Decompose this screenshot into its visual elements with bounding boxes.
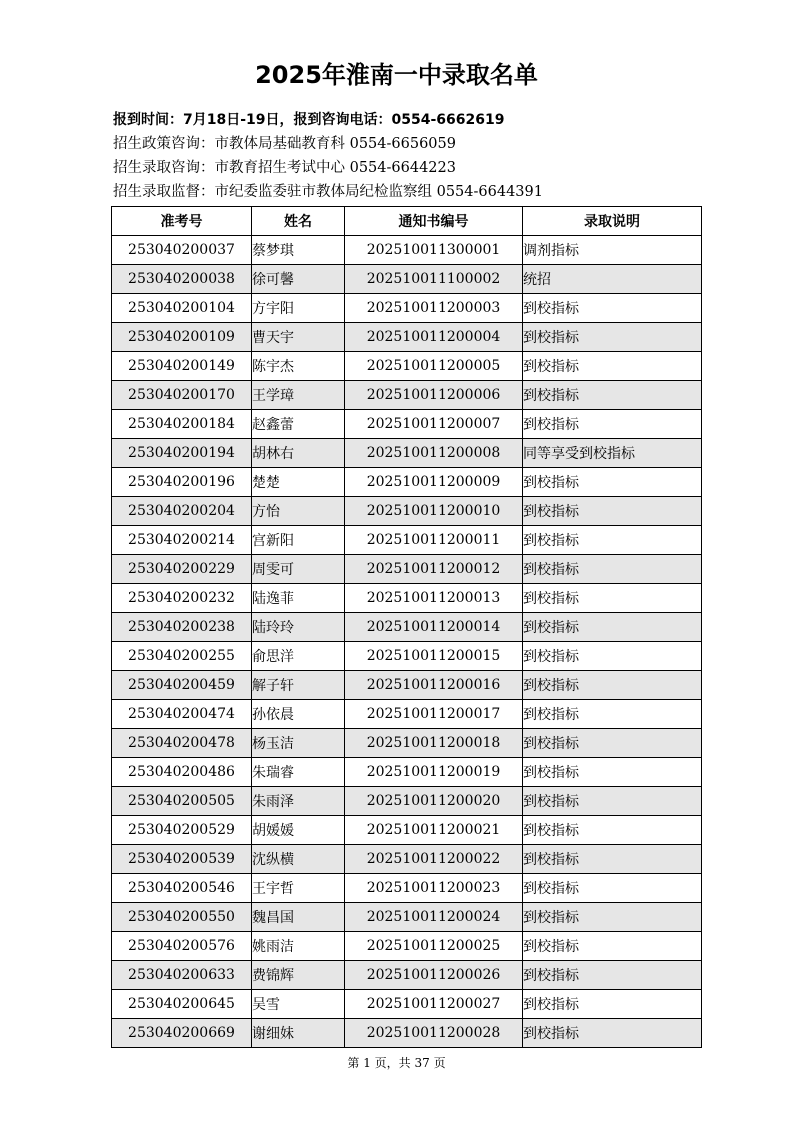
notice-number-cell: 202510011200008: [345, 439, 523, 468]
admission-note-cell: 到校指标: [523, 845, 702, 874]
table-row: [112, 236, 702, 265]
exam-number-cell: 253040200550: [112, 903, 252, 932]
student-name-cell: 吴雪: [252, 990, 345, 1019]
student-name-cell: 王学璋: [252, 381, 345, 410]
admission-note-cell: 到校指标: [523, 990, 702, 1019]
notice-number-cell: 202510011200011: [345, 526, 523, 555]
student-name-cell: 曹天宇: [252, 323, 345, 352]
table-row: [112, 526, 702, 555]
table-row: [112, 294, 702, 323]
notice-number-cell: 202510011200028: [345, 1019, 523, 1048]
admission-note-cell: 到校指标: [523, 526, 702, 555]
admission-note-cell: 到校指标: [523, 903, 702, 932]
notice-number-cell: 202510011200003: [345, 294, 523, 323]
exam-number-cell: 253040200478: [112, 729, 252, 758]
table-header-row: [112, 207, 702, 236]
admission-note-cell: 到校指标: [523, 294, 702, 323]
admission-note-cell: 到校指标: [523, 729, 702, 758]
notice-number-cell: 202510011200027: [345, 990, 523, 1019]
notice-number-cell: 202510011300001: [345, 236, 523, 265]
admission-note-cell: 到校指标: [523, 584, 702, 613]
notice-number-cell: 202510011200023: [345, 874, 523, 903]
table-row: [112, 497, 702, 526]
student-name-cell: 姚雨洁: [252, 932, 345, 961]
table-row: [112, 990, 702, 1019]
header-name: 姓名: [252, 207, 345, 236]
exam-number-cell: 253040200539: [112, 845, 252, 874]
table-row: [112, 874, 702, 903]
student-name-cell: 王宇哲: [252, 874, 345, 903]
student-name-cell: 朱雨泽: [252, 787, 345, 816]
admission-note-cell: 到校指标: [523, 932, 702, 961]
table-row: [112, 961, 702, 990]
page-footer: 第 1 页，共 37 页: [347, 1056, 446, 1070]
supervision-contact-line: 招生录取监督：市纪委监委驻市教体局纪检监察组 0554-6644391: [113, 184, 543, 200]
student-name-cell: 陆逸菲: [252, 584, 345, 613]
exam-number-cell: 253040200149: [112, 352, 252, 381]
student-name-cell: 徐可馨: [252, 265, 345, 294]
table-row: [112, 845, 702, 874]
table-row: [112, 903, 702, 932]
table-row: [112, 323, 702, 352]
notice-number-cell: 202510011200021: [345, 816, 523, 845]
exam-number-cell: 253040200194: [112, 439, 252, 468]
admission-note-cell: 调剂指标: [523, 236, 702, 265]
admission-note-cell: 到校指标: [523, 381, 702, 410]
admission-note-cell: 到校指标: [523, 352, 702, 381]
table-row: [112, 439, 702, 468]
notice-number-cell: 202510011200025: [345, 932, 523, 961]
table-row: [112, 642, 702, 671]
exam-number-cell: 253040200184: [112, 410, 252, 439]
admission-note-cell: 到校指标: [523, 1019, 702, 1048]
table-row: [112, 932, 702, 961]
table-row: [112, 671, 702, 700]
exam-number-cell: 253040200232: [112, 584, 252, 613]
header-admission-note: 录取说明: [523, 207, 702, 236]
notice-number-cell: 202510011200013: [345, 584, 523, 613]
exam-number-cell: 253040200474: [112, 700, 252, 729]
student-name-cell: 方宇阳: [252, 294, 345, 323]
exam-number-cell: 253040200505: [112, 787, 252, 816]
exam-number-cell: 253040200529: [112, 816, 252, 845]
notice-number-cell: 202510011200026: [345, 961, 523, 990]
student-name-cell: 费锦辉: [252, 961, 345, 990]
notice-number-cell: 202510011100002: [345, 265, 523, 294]
notice-number-cell: 202510011200006: [345, 381, 523, 410]
table-row: [112, 729, 702, 758]
report-info-line: 报到时间：7月18日-19日，报到咨询电话：0554-6662619: [113, 112, 505, 128]
notice-number-cell: 202510011200005: [345, 352, 523, 381]
exam-number-cell: 253040200214: [112, 526, 252, 555]
table-row: [112, 410, 702, 439]
exam-number-cell: 253040200037: [112, 236, 252, 265]
table-row: [112, 555, 702, 584]
student-name-cell: 孙依晨: [252, 700, 345, 729]
header-notice-number: 通知书编号: [345, 207, 523, 236]
exam-number-cell: 253040200196: [112, 468, 252, 497]
student-name-cell: 周雯可: [252, 555, 345, 584]
table-row: [112, 613, 702, 642]
student-name-cell: 俞思洋: [252, 642, 345, 671]
table-row: [112, 352, 702, 381]
notice-number-cell: 202510011200022: [345, 845, 523, 874]
notice-number-cell: 202510011200014: [345, 613, 523, 642]
admission-note-cell: 到校指标: [523, 642, 702, 671]
admission-table: [111, 206, 702, 1048]
notice-number-cell: 202510011200010: [345, 497, 523, 526]
table-row: [112, 584, 702, 613]
student-name-cell: 方怡: [252, 497, 345, 526]
student-name-cell: 朱瑞睿: [252, 758, 345, 787]
admission-note-cell: 到校指标: [523, 613, 702, 642]
table-row: [112, 787, 702, 816]
admission-note-cell: 同等享受到校指标: [523, 439, 702, 468]
student-name-cell: 陈宇杰: [252, 352, 345, 381]
table-row: [112, 468, 702, 497]
notice-number-cell: 202510011200015: [345, 642, 523, 671]
table-row: [112, 1019, 702, 1048]
exam-number-cell: 253040200109: [112, 323, 252, 352]
admission-note-cell: 到校指标: [523, 816, 702, 845]
exam-number-cell: 253040200669: [112, 1019, 252, 1048]
admission-note-cell: 到校指标: [523, 758, 702, 787]
notice-number-cell: 202510011200019: [345, 758, 523, 787]
admission-note-cell: 到校指标: [523, 497, 702, 526]
exam-number-cell: 253040200255: [112, 642, 252, 671]
notice-number-cell: 202510011200007: [345, 410, 523, 439]
exam-number-cell: 253040200645: [112, 990, 252, 1019]
admission-note-cell: 到校指标: [523, 323, 702, 352]
notice-number-cell: 202510011200020: [345, 787, 523, 816]
admission-note-cell: 到校指标: [523, 410, 702, 439]
exam-number-cell: 253040200546: [112, 874, 252, 903]
student-name-cell: 赵鑫蕾: [252, 410, 345, 439]
policy-contact-line: 招生政策咨询：市教体局基础教育科 0554-6656059: [113, 136, 456, 152]
student-name-cell: 陆玲玲: [252, 613, 345, 642]
exam-number-cell: 253040200633: [112, 961, 252, 990]
student-name-cell: 胡林右: [252, 439, 345, 468]
student-name-cell: 解子轩: [252, 671, 345, 700]
admission-note-cell: 到校指标: [523, 555, 702, 584]
header-exam-number: 准考号: [112, 207, 252, 236]
page-title: 2025年淮南一中录取名单: [255, 61, 538, 89]
student-name-cell: 沈纵横: [252, 845, 345, 874]
student-name-cell: 魏昌国: [252, 903, 345, 932]
admission-note-cell: 到校指标: [523, 787, 702, 816]
notice-number-cell: 202510011200012: [345, 555, 523, 584]
exam-number-cell: 253040200486: [112, 758, 252, 787]
notice-number-cell: 202510011200018: [345, 729, 523, 758]
admission-note-cell: 到校指标: [523, 468, 702, 497]
notice-number-cell: 202510011200017: [345, 700, 523, 729]
exam-number-cell: 253040200576: [112, 932, 252, 961]
admission-contact-line: 招生录取咨询：市教育招生考试中心 0554-6644223: [113, 160, 456, 176]
notice-number-cell: 202510011200024: [345, 903, 523, 932]
exam-number-cell: 253040200104: [112, 294, 252, 323]
table-body: [112, 236, 702, 1048]
exam-number-cell: 253040200238: [112, 613, 252, 642]
notice-number-cell: 202510011200016: [345, 671, 523, 700]
admission-note-cell: 到校指标: [523, 874, 702, 903]
exam-number-cell: 253040200229: [112, 555, 252, 584]
student-name-cell: 楚楚: [252, 468, 345, 497]
table-row: [112, 265, 702, 294]
student-name-cell: 杨玉洁: [252, 729, 345, 758]
exam-number-cell: 253040200204: [112, 497, 252, 526]
notice-number-cell: 202510011200004: [345, 323, 523, 352]
student-name-cell: 谢细妹: [252, 1019, 345, 1048]
student-name-cell: 胡媛媛: [252, 816, 345, 845]
admission-note-cell: 到校指标: [523, 700, 702, 729]
admission-note-cell: 到校指标: [523, 961, 702, 990]
exam-number-cell: 253040200459: [112, 671, 252, 700]
admission-note-cell: 到校指标: [523, 671, 702, 700]
table-row: [112, 816, 702, 845]
exam-number-cell: 253040200170: [112, 381, 252, 410]
exam-number-cell: 253040200038: [112, 265, 252, 294]
table-row: [112, 700, 702, 729]
student-name-cell: 蔡梦琪: [252, 236, 345, 265]
table-row: [112, 381, 702, 410]
student-name-cell: 宫新阳: [252, 526, 345, 555]
admission-note-cell: 统招: [523, 265, 702, 294]
table-row: [112, 758, 702, 787]
notice-number-cell: 202510011200009: [345, 468, 523, 497]
